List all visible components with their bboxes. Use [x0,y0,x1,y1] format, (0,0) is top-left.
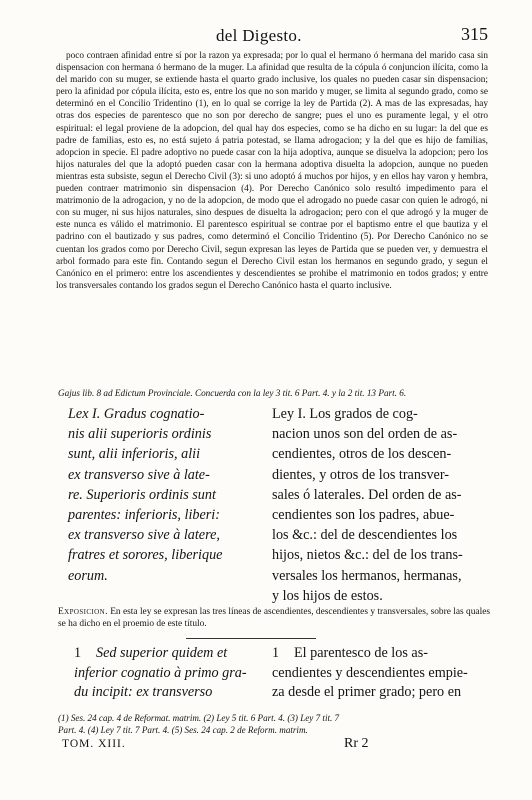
spanish-line: Ley I. Los grados de cog- [272,406,418,422]
exposition-label: Exposicion. [58,607,108,617]
source-citation: Gajus lib. 8 ad Edictum Provinciale. Concuerda con la ley 3 tit. 6 Part. 4. y la 2 tit. 13 Part. 6. [58,388,407,398]
latin-line: ex transverso sive à latere, [68,527,220,544]
running-title: del Digesto. [216,26,302,45]
spanish-line: y los hijos de estos. [272,587,383,604]
spanish-line: dientes, y otros de los transver- [272,466,450,483]
exposition-paragraph [58,606,490,631]
spanish-line: los &c.: del de descendientes los [272,527,458,544]
latin-line: eorum. [68,567,108,584]
paragraph-number: 1 [272,645,280,661]
footnotes [58,712,490,736]
commentary-paragraph: poco contraen afinidad entre sí por la razon ya expresada; por lo qual el hermano ó hermana del marido casa sin dispensacion con hermana ó hermano de la muger. La afinidad que resulta de la cópula ó conjuncion ilícita, como la del marido con su muger, se extiende hasta el quarto grado inclusive, los quales no pueden casar sin dispensacion; pero la afinidad por cópula ilícita, esto es, entre los que no son marido y muger, se limita al segundo grado, como se determinó en el Concilio Tridentino (1), en lo qual se corrige la ley de Partida (2). A mas de las expresadas, hay otras dos especies de parentesco que no son por derecho de sangre; pues el uno es puramente legal, y el otro espiritual: el legal proviene de la adopcion, del qual hay dos especies, como se ha dicho en su lugar: la del que es padre de familias, esto es, no está sujeto á patria potestad, se llama adrogacion; y la del que es hijo de familias, adopcion in specie. El padre adoptivo no puede casar con la hija adoptiva, aunque se disuelva la adopcion; pero los hijos naturales del que la adoptó pueden casar con la hermana adoptiva disuelta la adopcion, aunque no pueden mientras esta subsiste, segun el Derecho Civil (3): si uno adoptó á muchos por hijos, y en ellos hay varon y hembra, pueden contraer matrimonio sin dispensacion (4). Por Derecho Canónico solo resultó impedimento para el matrimonio de la adrogacion, y no de la adopcion, de modo que el adrogado no puede casar con quien le adrogó, ni con su muger, ni sus hijos naturales, sino despues de disuelta la adrogacion; pero con el que adrogó y la muger de este nunca es válido el matrimonio. El parentesco espiritual se contrae por el baptismo entre el que bautiza y el padrino con el bautizado y sus padres, como determinó el Concilio Tridentino (5). Por Derecho Canónico no se cuentan los grados como por Derecho Civil, segun expresan las leyes de Partida que se pueden ver, y demuestra el arbol formado para este fin. Contando segun el Derecho Civil estan los hermanos en segundo grado, y segun el Canónico en el primero: entre los ascendientes y descendientes se prohibe el matrimonio en todos grados; y entre los transversales contando los grados segun el Derecho Canónico hasta el quarto inclusive. [56,51,488,291]
spanish-line: hijos, nietos &c.: del de los trans- [272,547,463,564]
spanish-line: cendientes son los padres, abue- [272,507,455,524]
page-number: 315 [461,24,488,44]
signature-mark: Rr 2 [344,736,369,751]
spanish-line: versales los hermanos, hermanas, [272,567,462,584]
latin-line: nis alii superioris ordinis [68,426,212,443]
paragraph-1-spanish [272,644,488,703]
footnote-line: (1) Ses. 24 cap. 4 de Reformat. matrim. (2) Ley 5 tit. 6 Part. 4. (3) Ley 7 tit. 7 [58,713,340,723]
paragraph-1-latin [74,644,264,703]
latin-line: Sed superior quidem et [96,645,228,661]
spanish-line: cendientes y descendientes empie- [272,664,468,681]
paragraph-number: 1 [74,645,82,661]
commentary-notes [56,50,488,292]
latin-line: Lex I. Gradus cognatio- [68,406,205,422]
spanish-line: El parentesco de los as- [294,645,428,661]
law-latin-column [68,404,260,586]
page-header [56,26,488,48]
exposition-text: En esta ley se expresan las tres líneas de ascendientes, descendientes y transversales, sobre las quales se ha dicho en el proemio de este título. [58,607,491,630]
latin-line: du incipit: ex transverso [74,684,213,701]
latin-line: sunt, alii inferioris, alii [68,446,201,463]
section-divider [186,638,316,639]
latin-line: re. Superioris ordinis sunt [68,486,216,503]
latin-line: fratres et sorores, liberique [68,547,223,564]
spanish-line: za desde el primer grado; pero en [272,684,462,701]
spanish-line: nacion unos son del orden de as- [272,426,458,443]
latin-line: inferior cognatio à primo gra- [74,664,247,681]
latin-line: ex transverso sive à late- [68,466,210,483]
volume-label: TOM. XIII. [62,738,126,750]
footnote-line: Part. 4. (4) Ley 7 tit. 7 Part. 4. (5) Ses. 24 cap. 2 de Reform. matrim. [58,725,308,735]
latin-line: parentes: inferioris, liberi: [68,507,220,524]
signature-line [58,738,490,754]
law-spanish-column [272,404,488,606]
spanish-line: cendientes, otros de los descen- [272,446,452,463]
spanish-line: sales ó laterales. Del orden de as- [272,486,462,503]
